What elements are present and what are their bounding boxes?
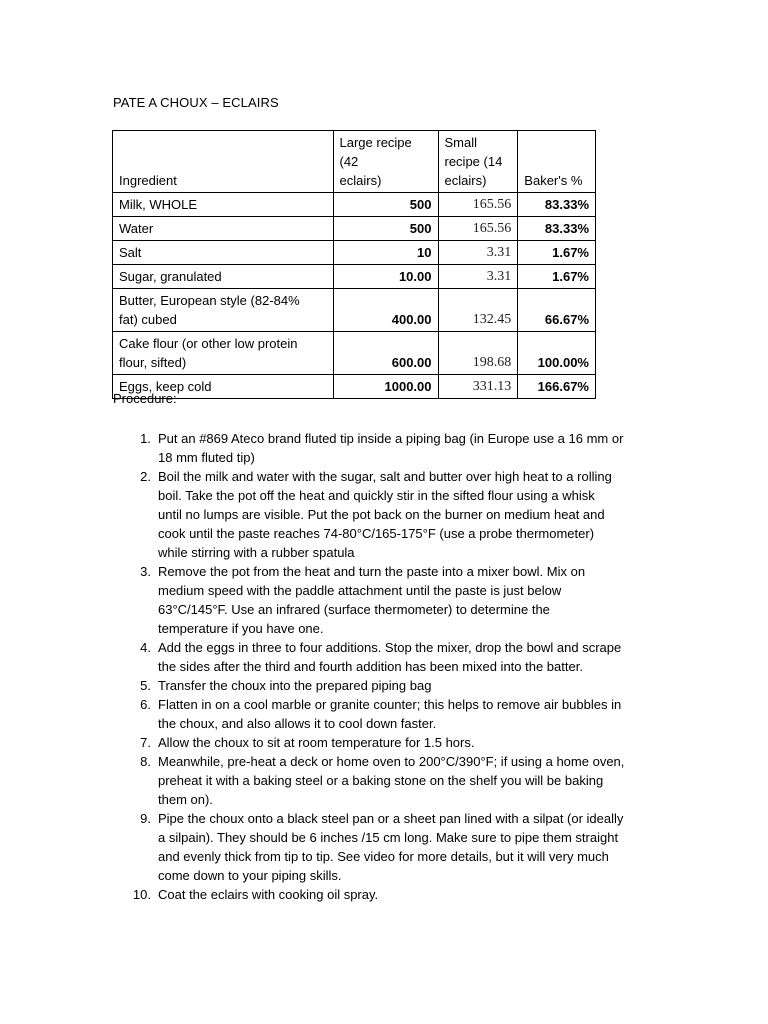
small-amount-cell: 165.56 <box>438 193 518 217</box>
header-large-line: eclairs) <box>339 173 382 188</box>
table-row <box>113 217 596 241</box>
step-line: Boil the milk and water with the sugar, salt and butter over high heat to a rolling <box>158 469 612 484</box>
small-amount-cell: 331.13 <box>438 375 518 399</box>
ingredient-cell: Sugar, granulated <box>113 265 334 289</box>
procedure-step <box>123 885 668 904</box>
step-line: preheat it with a baking steel or a baking stone on the shelf you will be baking <box>158 773 604 788</box>
table-row <box>113 193 596 217</box>
step-number: 2. <box>140 469 151 484</box>
step-line: 18 mm fluted tip) <box>158 450 255 465</box>
step-line: Add the eggs in three to four additions. Stop the mixer, drop the bowl and scrape <box>158 640 622 655</box>
header-small-line: eclairs) <box>444 173 487 188</box>
procedure-step <box>123 429 668 467</box>
step-line: Meanwhile, pre-heat a deck or home oven to 200°C/390°F; if using a home oven, <box>158 754 625 769</box>
step-line: come down to your piping skills. <box>158 868 342 883</box>
recipe-table <box>112 130 596 399</box>
procedure-step <box>123 562 668 638</box>
table-row <box>113 332 596 375</box>
bakers-percent-cell: 100.00% <box>518 332 596 375</box>
ingredient-cell: Salt <box>113 241 334 265</box>
header-small-recipe <box>438 131 518 193</box>
procedure-step <box>123 638 668 676</box>
step-line: the choux, and also allows it to cool down faster. <box>158 716 437 731</box>
header-small-line: Small <box>444 135 478 150</box>
ingredient-line: fat) cubed <box>119 312 177 327</box>
step-line: 63°C/145°F. Use an infrared (surface thermometer) to determine the <box>158 602 550 617</box>
step-line: Allow the choux to sit at room temperature for 1.5 hors. <box>158 735 475 750</box>
step-line: them on). <box>158 792 213 807</box>
small-amount-cell: 3.31 <box>438 265 518 289</box>
step-number: 6. <box>140 697 151 712</box>
bakers-percent-cell: 66.67% <box>518 289 596 332</box>
step-number: 7. <box>140 735 151 750</box>
ingredient-cell: Water <box>113 217 334 241</box>
small-amount-cell: 3.31 <box>438 241 518 265</box>
ingredient-cell <box>113 332 334 375</box>
step-line: boil. Take the pot off the heat and quickly stir in the sifted flour using a whisk <box>158 488 595 503</box>
procedure-step <box>123 676 668 695</box>
step-number: 8. <box>140 754 151 769</box>
procedure-step <box>123 467 668 562</box>
step-line: medium speed with the paddle attachment until the paste is just below <box>158 583 562 598</box>
table-header-row <box>113 131 596 193</box>
page-title: PATE A CHOUX – ECLAIRS <box>113 95 279 110</box>
ingredient-cell: Eggs, keep cold <box>113 375 334 399</box>
small-amount-cell: 132.45 <box>438 289 518 332</box>
table-row <box>113 265 596 289</box>
step-number: 4. <box>140 640 151 655</box>
step-line: Remove the pot from the heat and turn the paste into a mixer bowl. Mix on <box>158 564 586 579</box>
table-row <box>113 375 596 399</box>
header-large-line: Large recipe (42 <box>339 135 412 169</box>
procedure-step <box>123 733 668 752</box>
table-row <box>113 289 596 332</box>
large-amount-cell: 500 <box>333 193 438 217</box>
small-amount-cell: 198.68 <box>438 332 518 375</box>
table-row <box>113 241 596 265</box>
procedure-step <box>123 695 668 733</box>
ingredient-line: Butter, European style (82-84% <box>119 293 300 308</box>
header-ingredient: Ingredient <box>113 131 334 193</box>
step-line: Put an #869 Ateco brand fluted tip inside a piping bag (in Europe use a 16 mm or <box>158 431 624 446</box>
step-line: until no lumps are visible. Put the pot back on the burner on medium heat and <box>158 507 605 522</box>
header-small-line: recipe (14 <box>444 154 503 169</box>
bakers-percent-cell: 166.67% <box>518 375 596 399</box>
procedure-step <box>123 752 668 809</box>
bakers-percent-cell: 83.33% <box>518 193 596 217</box>
step-number: 3. <box>140 564 151 579</box>
step-number: 1. <box>140 431 151 446</box>
large-amount-cell: 600.00 <box>333 332 438 375</box>
procedure-steps <box>123 429 668 904</box>
step-number: 5. <box>140 678 151 693</box>
step-number: 9. <box>140 811 151 826</box>
header-large-recipe <box>333 131 438 193</box>
step-line: while stirring with a rubber spatula <box>158 545 355 560</box>
step-line: Pipe the choux onto a black steel pan or a sheet pan lined with a silpat (or ideally <box>158 811 624 826</box>
step-number: 10. <box>132 887 151 902</box>
step-line: Flatten in on a cool marble or granite counter; this helps to remove air bubbles in <box>158 697 622 712</box>
ingredient-cell <box>113 289 334 332</box>
step-line: and evenly thick from tip to tip. See video for more details, but it will very much <box>158 849 609 864</box>
step-line: Transfer the choux into the prepared piping bag <box>158 678 432 693</box>
large-amount-cell: 10 <box>333 241 438 265</box>
step-line: a silpain). They should be 6 inches /15 cm long. Make sure to pipe them straight <box>158 830 619 845</box>
large-amount-cell: 1000.00 <box>333 375 438 399</box>
bakers-percent-cell: 1.67% <box>518 241 596 265</box>
bakers-percent-cell: 83.33% <box>518 217 596 241</box>
procedure-step <box>123 809 668 885</box>
step-line: cook until the paste reaches 74-80°C/165-175°F (use a probe thermometer) <box>158 526 595 541</box>
header-bakers-percent: Baker's % <box>518 131 596 193</box>
large-amount-cell: 400.00 <box>333 289 438 332</box>
step-line: temperature if you have one. <box>158 621 324 636</box>
ingredient-line: Cake flour (or other low protein <box>119 336 298 351</box>
bakers-percent-cell: 1.67% <box>518 265 596 289</box>
large-amount-cell: 500 <box>333 217 438 241</box>
large-amount-cell: 10.00 <box>333 265 438 289</box>
ingredient-line: flour, sifted) <box>119 355 187 370</box>
step-line: the sides after the third and fourth addition has been mixed into the batter. <box>158 659 583 674</box>
procedure-heading: Procedure: <box>113 391 177 406</box>
step-line: Coat the eclairs with cooking oil spray. <box>158 887 379 902</box>
ingredient-cell: Milk, WHOLE <box>113 193 334 217</box>
small-amount-cell: 165.56 <box>438 217 518 241</box>
